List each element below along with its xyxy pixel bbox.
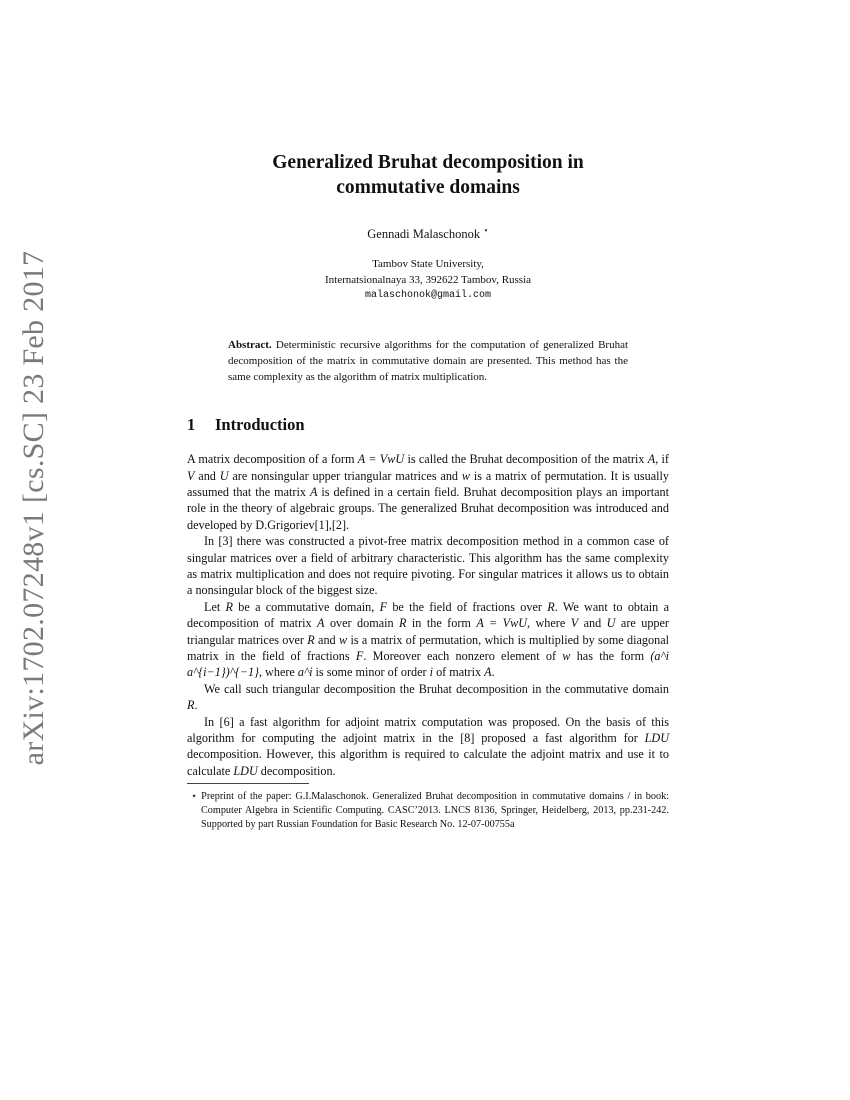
author-block [187, 225, 669, 242]
section-heading [187, 415, 669, 435]
author-name: Gennadi Malaschonok [367, 227, 481, 242]
paragraph-3: Let R be a commutative domain, F be the field of fractions over R. We want to obtain a decomposition of matrix A over domain R in the form A = VwU, where V and U are upper triangular matrices over R and w is a matrix of permutation, which is multiplied by some diagonal matrix in the field of fractions F. Moreover each nonzero element of w has the form (a^i a^{i−1})^{−1}, where a^i is some minor of order i of matrix A. [187, 599, 669, 680]
footnote-rule [187, 783, 309, 784]
section-title: Introduction [215, 415, 305, 435]
paragraph-4: We call such triangular decomposition the Bruhat decomposition in the commutative domain R. [187, 681, 669, 713]
paragraph-5: In [6] a fast algorithm for adjoint matrix computation was proposed. On the basis of this algorithm for computing the adjoint matrix in the [8] proposed a fast algorithm for LDU decomposition. However, this algorithm is required to calculate the adjoint matrix and use it to calculate LDU decomposition. [187, 714, 669, 778]
footnote [187, 790, 669, 832]
footnote-mark: ⋆ [191, 791, 198, 803]
abstract-text: Deterministic recursive algorithms for the computation of generalized Bruhat decomposition of the matrix in commutative domain are presented. This method has the same complexity as the algorithm of matrix multiplication. [228, 339, 629, 384]
paper-page [187, 150, 669, 832]
title-line-2: commutative domains [336, 177, 520, 198]
paragraph-2: In [3] there was constructed a pivot-free matrix decomposition method in a common case of singular matrices over a field of arbitrary characteristic. This algorithm has the same complexity as matrix multiplication and does not require pivoting. For singular matrices it allows us to obtain a nonsingular block of the biggest size. [187, 534, 669, 598]
arxiv-identifier: arXiv:1702.07248v1 [cs.SC] 23 Feb 2017 [17, 250, 50, 766]
author-email[interactable]: malaschonok@gmail.com [364, 290, 492, 302]
body-text [187, 451, 669, 779]
affiliation-line-2: Internatsionalnaya 33, 392622 Tambov, Russia [324, 274, 532, 287]
affiliation [187, 256, 669, 304]
section-number: 1 [187, 415, 196, 435]
abstract [228, 337, 628, 385]
paragraph-1: A matrix decomposition of a form A = VwU is called the Bruhat decomposition of the matrix A, if V and U are nonsingular upper triangular matrices and w is a matrix of permutation. It is usually assumed that the matrix A is defined in a certain field. Bruhat decomposition plays an important role in the theory of algebraic groups. The generalized Bruhat decomposition was introduced and developed by D.Grigoriev[1],[2]. [187, 452, 669, 532]
title-line-1: Generalized Bruhat decomposition in [272, 152, 584, 173]
affiliation-line-1: Tambov State University, [372, 258, 484, 271]
author-footnote-mark: ⋆ [483, 225, 489, 235]
arxiv-sidebar [12, 250, 56, 766]
footnote-text: Preprint of the paper: G.I.Malaschonok. Generalized Bruhat decomposition in commutative domains / in book: Computer Algebra in Scientific Computing. CASC’2013. LNCS 8136, Springer, Heidelberg, 2013, pp.231-242. Supported by part Russian Foundation for Basic Research No. 12-07-00755a [201, 791, 670, 831]
paper-title [187, 150, 669, 200]
abstract-label: Abstract. [228, 339, 272, 352]
